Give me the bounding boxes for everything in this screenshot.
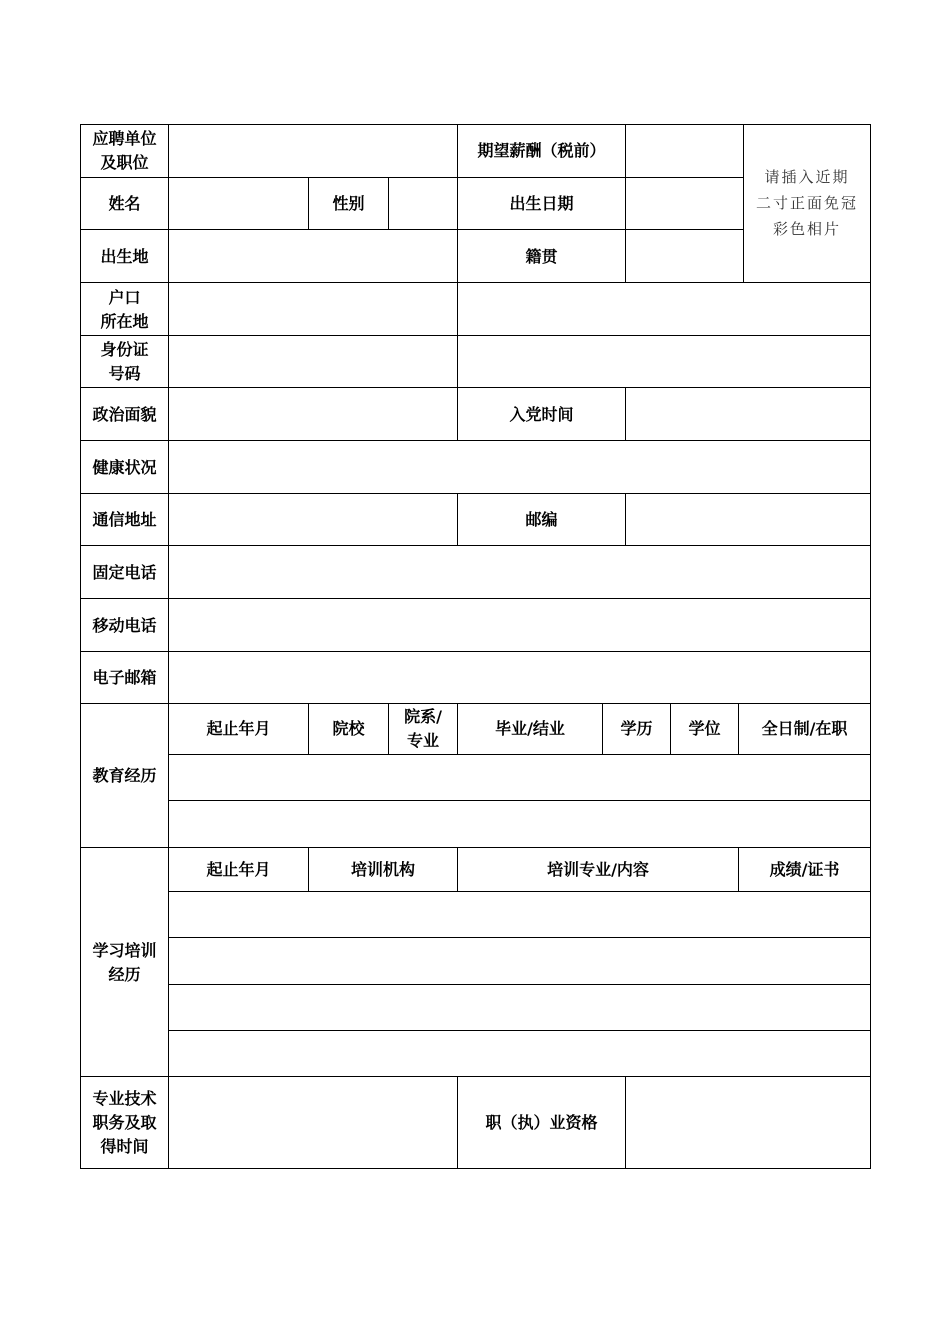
train-header-institution: 培训机构 [350,859,415,879]
birthplace-field[interactable] [169,230,457,282]
edu-header-degree: 学位 [688,719,721,738]
address-field[interactable] [169,494,457,545]
train-header-certificate: 成绩/证书 [769,859,840,879]
birth-date-label: 出生日期 [509,194,574,213]
health-label: 健康状况 [92,457,157,477]
address-label: 通信地址 [92,510,157,529]
title-label: 专业技术 职务及取 得时间 [92,1088,157,1156]
edu-header-department: 院系/ 专业 [404,707,442,750]
id-number-field[interactable] [169,336,870,387]
position-field[interactable] [169,124,457,177]
edu-header-period: 起止年月 [206,719,271,738]
phone-field[interactable] [169,546,870,598]
training-entry-row[interactable] [169,985,870,1030]
table-border-right [870,124,871,1169]
edu-header-graduation: 毕业/结业 [495,719,565,738]
hukou-field[interactable] [169,283,870,335]
email-label: 电子邮箱 [92,668,157,687]
education-entry-row[interactable] [169,801,870,847]
training-entry-row[interactable] [169,938,870,984]
train-header-period: 起止年月 [206,859,271,879]
party-date-field[interactable] [626,388,870,440]
salary-field[interactable] [626,124,743,177]
edu-header-school: 院校 [332,719,365,738]
postcode-field[interactable] [626,494,870,545]
health-field[interactable] [169,441,870,493]
qualification-field[interactable] [626,1077,870,1168]
mobile-label: 移动电话 [92,615,157,635]
salary-label: 期望薪酬（税前） [477,141,606,160]
hukou-label: 户口 所在地 [100,287,149,331]
edu-header-mode: 全日制/在职 [761,719,848,738]
table-border-bottom [80,1168,871,1169]
gender-field[interactable] [389,178,457,229]
education-entry-row[interactable] [169,755,870,800]
position-label: 应聘单位 及职位 [92,129,157,172]
party-date-label: 入党时间 [509,404,574,424]
edu-header-degree-level: 学历 [620,719,653,738]
native-place-field[interactable] [626,230,743,282]
name-field[interactable] [169,178,308,229]
training-entry-row[interactable] [169,1031,870,1076]
photo-placeholder[interactable]: 请插入近期 二寸正面免冠 彩色相片 [755,168,858,238]
train-header-content: 培训专业/内容 [547,859,649,879]
training-label: 学习培训 经历 [92,940,157,984]
political-label: 政治面貌 [92,404,157,424]
education-label: 教育经历 [92,766,157,785]
id-number-label: 身份证 号码 [100,340,149,383]
postcode-label: 邮编 [525,510,558,529]
political-field[interactable] [169,388,457,440]
qualification-label: 职（执）业资格 [485,1112,598,1132]
gender-label: 性别 [332,194,365,213]
mobile-field[interactable] [169,599,870,651]
phone-label: 固定电话 [92,562,157,582]
native-place-label: 籍贯 [525,246,558,266]
email-field[interactable] [169,652,870,703]
training-entry-row[interactable] [169,892,870,937]
birth-date-field[interactable] [626,178,743,229]
title-field[interactable] [169,1077,457,1168]
birthplace-label: 出生地 [100,246,149,266]
name-label: 姓名 [108,194,141,213]
application-form-table [80,124,871,1169]
